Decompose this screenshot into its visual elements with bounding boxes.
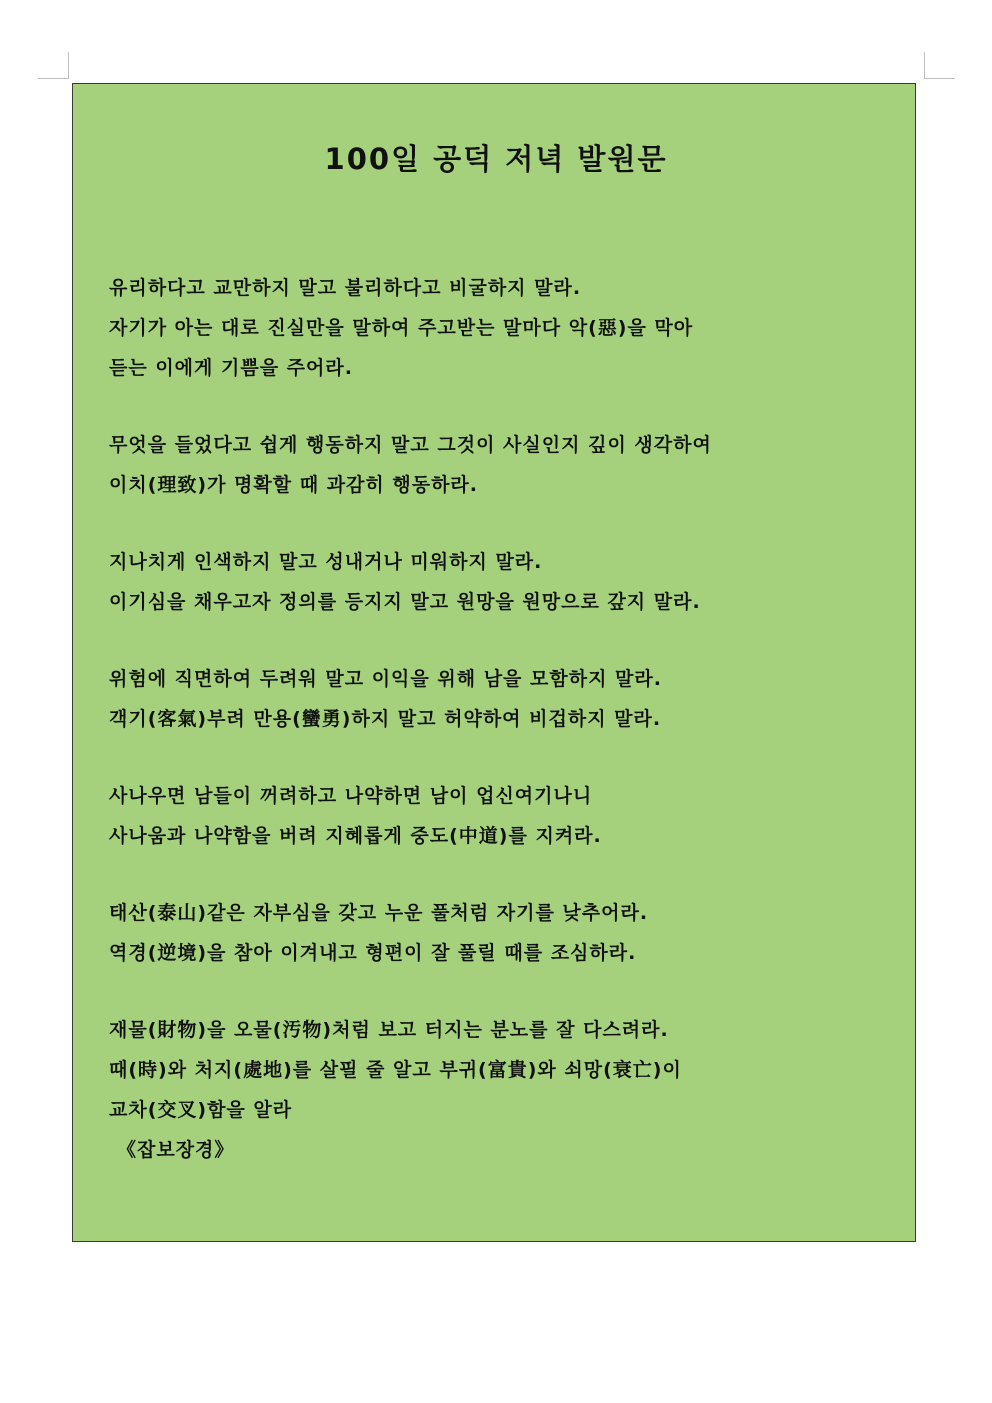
paragraph bbox=[109, 542, 889, 622]
text-line: 유리하다고 교만하지 말고 불리하다고 비굴하지 말라. bbox=[109, 277, 582, 299]
text-line: 객기(客氣)부려 만용(蠻勇)하지 말고 허약하여 비겁하지 말라. bbox=[109, 708, 662, 730]
text-line: 사나움과 나약함을 버려 지혜롭게 중도(中道)를 지켜라. bbox=[109, 825, 602, 847]
text-line: 재물(財物)을 오물(汚物)처럼 보고 터지는 분노를 잘 다스려라. bbox=[109, 1019, 669, 1041]
paragraph bbox=[109, 268, 889, 388]
document-title: 100일 공덕 저녁 발원문 bbox=[324, 142, 668, 176]
text-line: 역경(逆境)을 참아 이겨내고 형편이 잘 풀릴 때를 조심하라. bbox=[109, 942, 637, 964]
crop-mark-top-right bbox=[924, 52, 955, 79]
paragraph bbox=[109, 776, 889, 856]
paragraph bbox=[109, 425, 889, 505]
text-line: 지나치게 인색하지 말고 성내거나 미워하지 말라. bbox=[109, 551, 543, 573]
text-line: 때(時)와 처지(處地)를 살필 줄 알고 부귀(富貴)와 쇠망(衰亡)이 bbox=[109, 1059, 682, 1081]
paragraph bbox=[109, 659, 889, 739]
paragraph bbox=[109, 893, 889, 973]
source-citation: 《잡보장경》 bbox=[117, 1139, 235, 1161]
paragraph bbox=[109, 1010, 889, 1130]
crop-mark-top-left bbox=[38, 52, 69, 79]
prayer-body bbox=[109, 268, 889, 1170]
text-line: 위험에 직면하여 두려워 말고 이익을 위해 남을 모함하지 말라. bbox=[109, 668, 662, 690]
text-line: 교차(交叉)함을 알라 bbox=[109, 1099, 293, 1121]
text-line: 듣는 이에게 기쁨을 주어라. bbox=[109, 357, 353, 379]
text-line: 자기가 아는 대로 진실만을 말하여 주고받는 말마다 악(惡)을 막아 bbox=[109, 317, 694, 339]
text-line: 사나우면 남들이 꺼려하고 나약하면 남이 업신여기나니 bbox=[109, 785, 593, 807]
text-line: 이기심을 채우고자 정의를 등지지 말고 원망을 원망으로 갚지 말라. bbox=[109, 591, 701, 613]
text-line: 태산(泰山)같은 자부심을 갖고 누운 풀처럼 자기를 낮추어라. bbox=[109, 902, 649, 924]
text-line: 이치(理致)가 명확할 때 과감히 행동하라. bbox=[109, 474, 479, 496]
text-line: 무엇을 들었다고 쉽게 행동하지 말고 그것이 사실인지 깊이 생각하여 bbox=[109, 434, 712, 456]
